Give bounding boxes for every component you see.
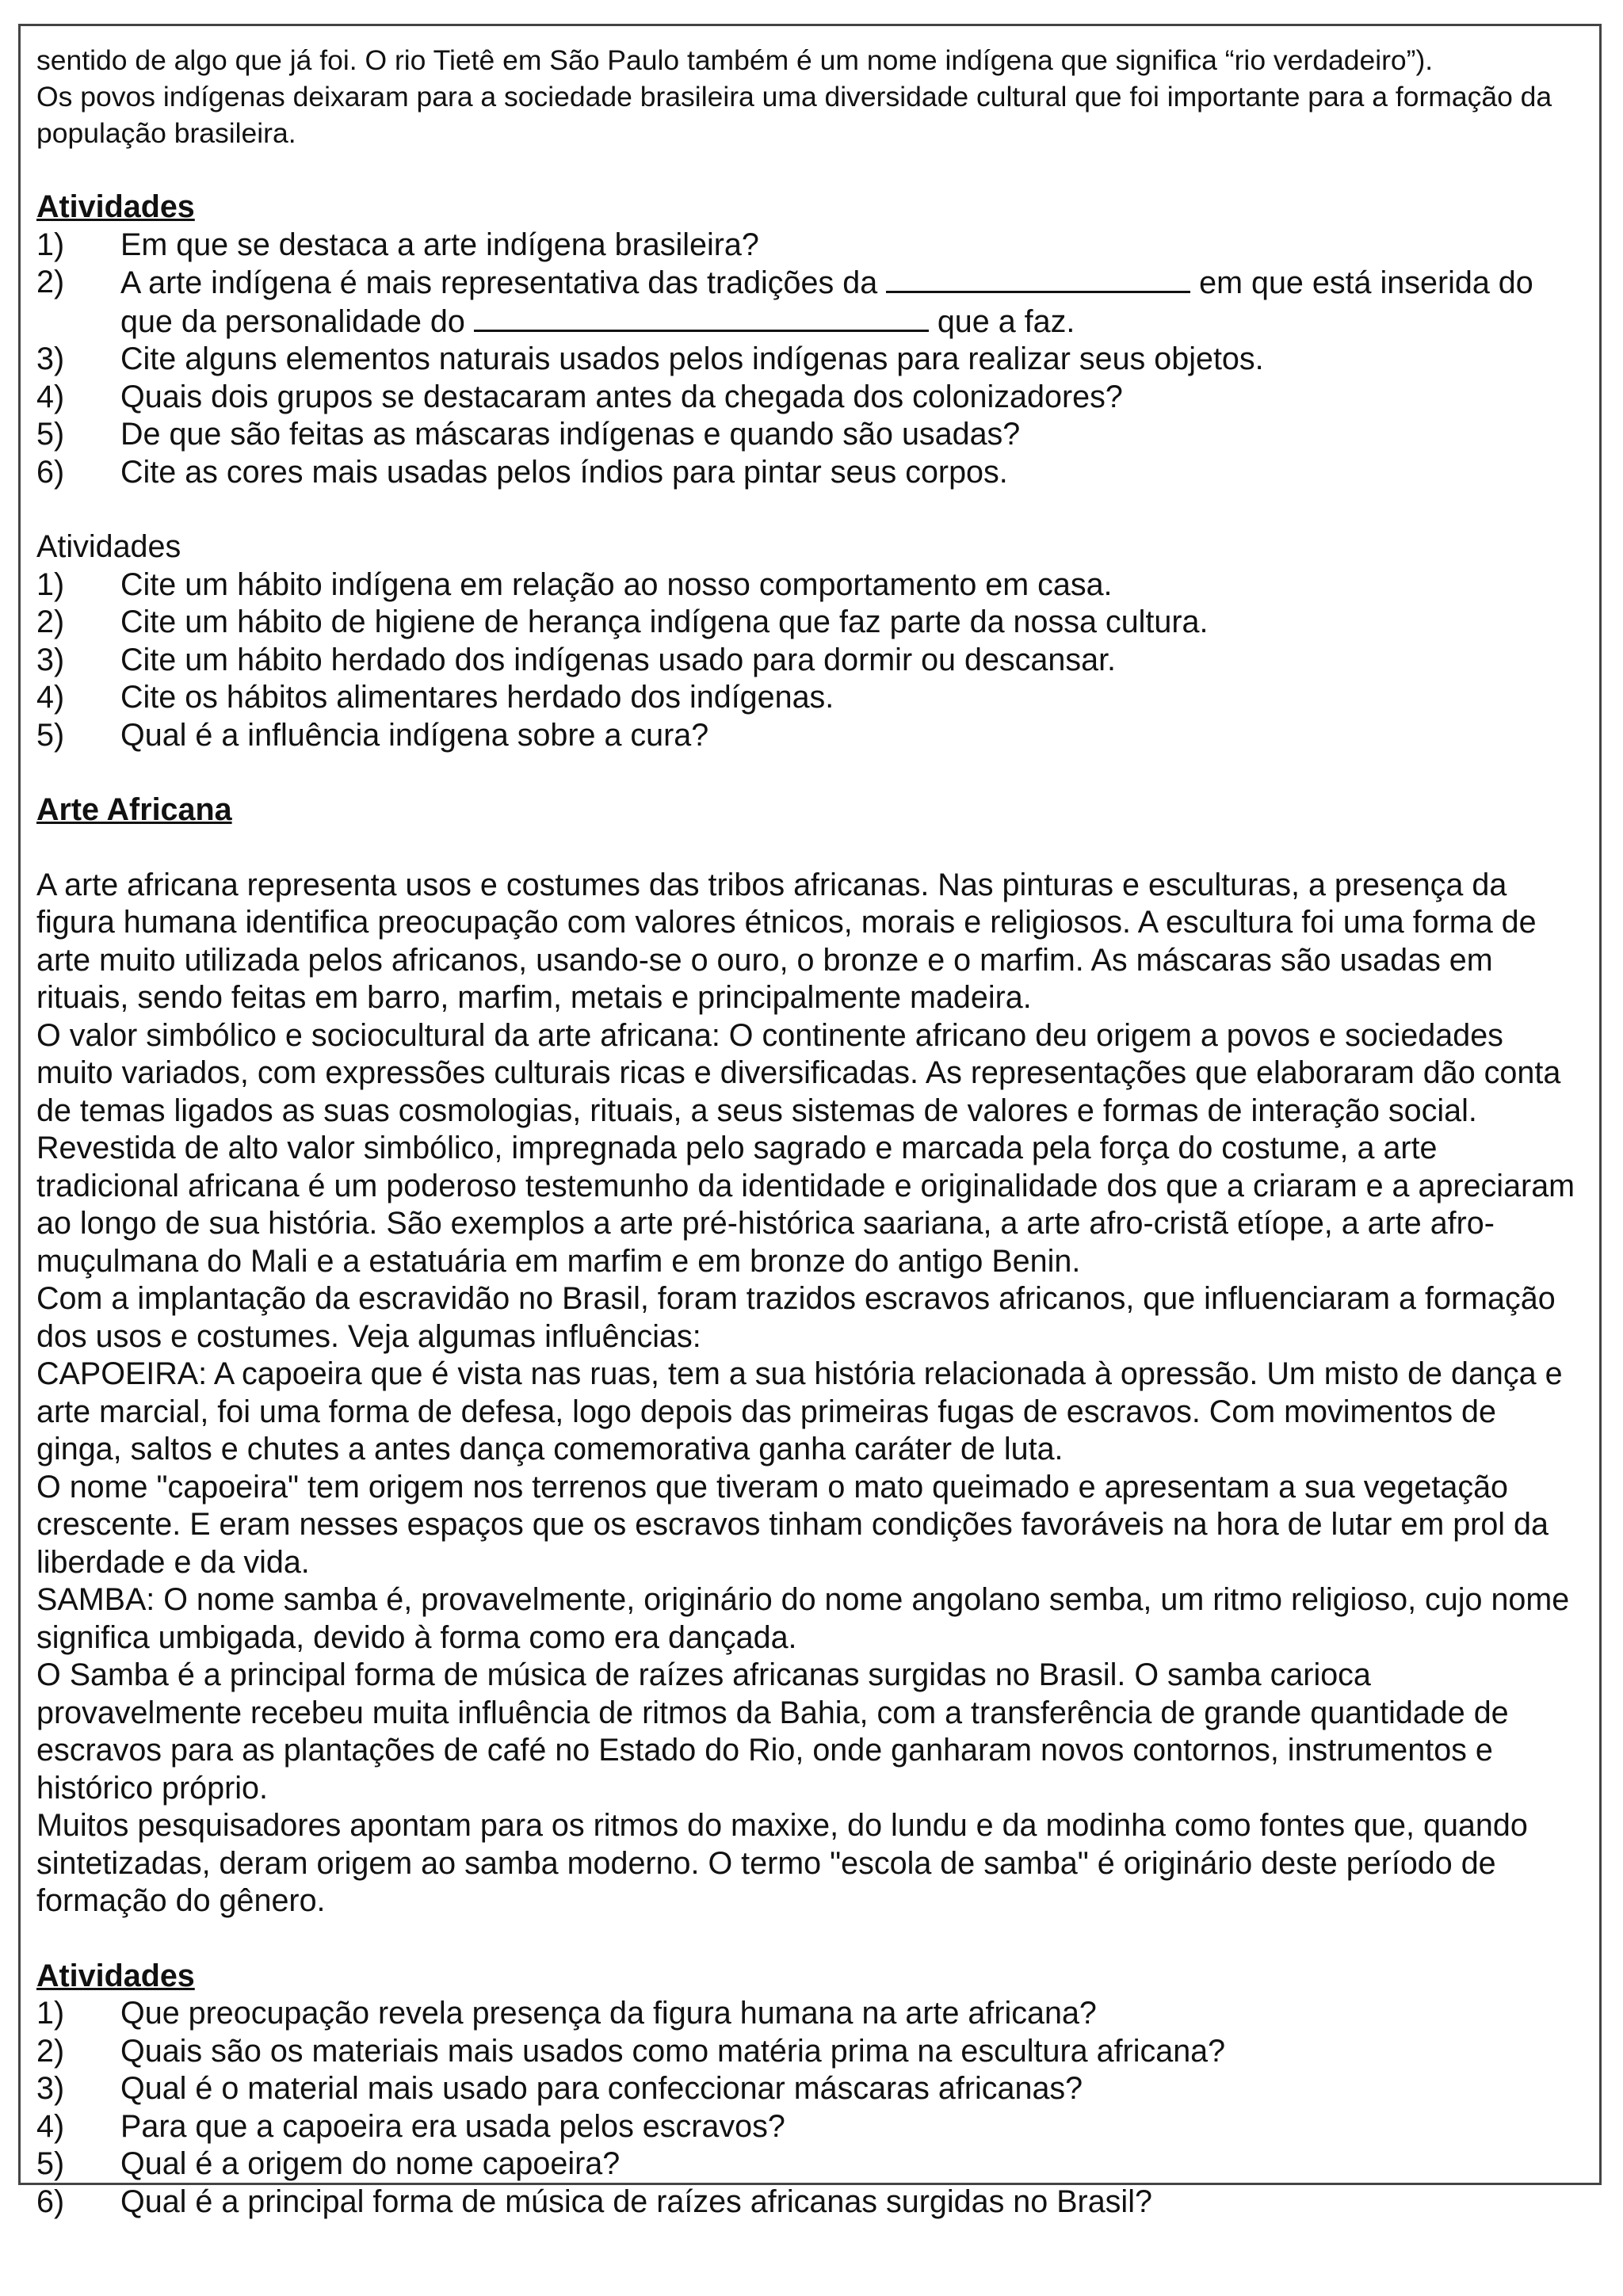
paragraph: A arte africana representa usos e costumes das tribos africanas. Nas pinturas e esculturas, a presença da figura humana identifica preocupação com valores étnicos, morais e religiosos. A escultura foi uma forma de arte muito utilizada pelos africanos, usando-se o ouro, o bronze e o marfim. As máscaras são usadas em rituais, sendo feitas em barro, marfim, metais e principalmente madeira. (36, 867, 1537, 1015)
list-item: 5) De que são feitas as máscaras indígenas e quando são usadas? (36, 417, 1021, 452)
list-item: 5) Qual é a influência indígena sobre a cura? (36, 717, 709, 753)
list-item: 3) Cite alguns elementos naturais usados pelos indígenas para realizar seus objetos. (36, 341, 1264, 376)
list-item: 1) Em que se destaca a arte indígena brasileira? (36, 227, 759, 262)
paragraph: Muitos pesquisadores apontam para os ritmos do maxixe, do lundu e da modinha como fontes que, quando sintetizadas, deram origem ao samba moderno. O termo "escola de samba" é originário deste período de formação do gênero. (36, 1808, 1528, 1918)
activity-list (36, 566, 1580, 755)
intro-line: sentido de algo que já foi. O rio Tietê em São Paulo também é um nome indígena que significa “rio verdadeiro”). (36, 44, 1434, 76)
section-heading-atividades: Atividades (36, 1958, 195, 1993)
list-item: 2) A arte indígena é mais representativa das tradições da em que está inserida do que da personalidade do que a faz. (36, 265, 1533, 339)
section-heading-atividades: Atividades (36, 529, 181, 564)
intro-text (36, 42, 1580, 151)
list-item: 6) Cite as cores mais usadas pelos índios para pintar seus corpos. (36, 454, 1008, 490)
list-item: 4) Quais dois grupos se destacaram antes da chegada dos colonizadores? (36, 379, 1123, 414)
list-item: 3) Cite um hábito herdado dos indígenas usado para dormir ou descansar. (36, 642, 1117, 677)
activity-list (36, 227, 1580, 492)
list-item: 2) Cite um hábito de higiene de herança indígena que faz parte da nossa cultura. (36, 605, 1209, 639)
section-heading-atividades: Atividades (36, 189, 195, 224)
paragraph: O valor simbólico e sociocultural da arte africana: O continente africano deu origem a povos e sociedades muito variados, com expressões culturais ricas e diversificadas. As representações que elaboraram dão conta de temas ligados as suas cosmologias, rituais, a seus sistemas de valores e formas de interação social. Revestida de alto valor simbólico, impregnada pelo sagrado e marcada pela força do costume, a arte tradicional africana é um poderoso testemunho da identidade e originalidade dos que a criaram e a apreciaram ao longo de sua história. São exemplos a arte pré-histórica saariana, a arte afro-cristã etíope, a arte afro-muçulmana do Mali e a estatuária em marfim e em bronze do antigo Benin. (36, 1017, 1575, 1279)
document-frame (18, 24, 1602, 2219)
paragraph: SAMBA: O nome samba é, provavelmente, originário do nome angolano semba, um ritmo religioso, cujo nome significa umbigada, devido à forma como era dançada. (36, 1582, 1570, 1655)
list-item: 6) Qual é a principal forma de música de raízes africanas surgidas no Brasil? (36, 2183, 1152, 2219)
list-item: 4) Cite os hábitos alimentares herdado dos indígenas. (36, 680, 834, 715)
list-item: 1) Cite um hábito indígena em relação ao nosso comportamento em casa. (36, 566, 1113, 602)
fill-blank[interactable] (886, 264, 1190, 293)
paragraph: O nome "capoeira" tem origem nos terrenos que tiveram o mato queimado e apresentam a sua vegetação crescente. E eram nesses espaços que os escravos tinham condições favoráveis na hora de lutar em prol da liberdade e da vida. (36, 1469, 1549, 1580)
paragraph: Com a implantação da escravidão no Brasil, foram trazidos escravos africanos, que influenciaram a formação dos usos e costumes. Veja algumas influências: (36, 1281, 1556, 1354)
paragraph: O Samba é a principal forma de música de raízes africanas surgidas no Brasil. O samba carioca provavelmente recebeu muita influência de ritmos da Bahia, com a transferência de grande quantidade de escravos para as plantações de café no Estado do Rio, onde ganharam novos contornos, instrumentos e histórico próprio. (36, 1657, 1509, 1806)
list-item: 1) Que preocupação revela presença da figura humana na arte africana? (36, 1996, 1097, 2031)
list-item: 2) Quais são os materiais mais usados como matéria prima na escultura africana? (36, 2033, 1226, 2069)
fill-blank[interactable] (474, 303, 929, 332)
arte-africana-body (36, 867, 1580, 1920)
list-item: 5) Qual é a origem do nome capoeira? (36, 2146, 621, 2181)
intro-line: Os povos indígenas deixaram para a sociedade brasileira uma diversidade cultural que foi importante para a formação da população brasileira. (36, 81, 1552, 149)
list-item: 3) Qual é o material mais usado para confeccionar máscaras africanas? (36, 2071, 1083, 2106)
list-item: 4) Para que a capoeira era usada pelos escravos? (36, 2108, 785, 2144)
activity-list (36, 1995, 1580, 2221)
section-heading-arte-africana: Arte Africana (36, 792, 232, 827)
paragraph: CAPOEIRA: A capoeira que é vista nas ruas, tem a sua história relacionada à opressão. Um misto de dança e arte marcial, foi uma forma de defesa, logo depois das primeiras fugas de escravos. Com movimentos de ginga, saltos e chutes a antes dança comemorativa ganha caráter de luta. (36, 1356, 1563, 1466)
